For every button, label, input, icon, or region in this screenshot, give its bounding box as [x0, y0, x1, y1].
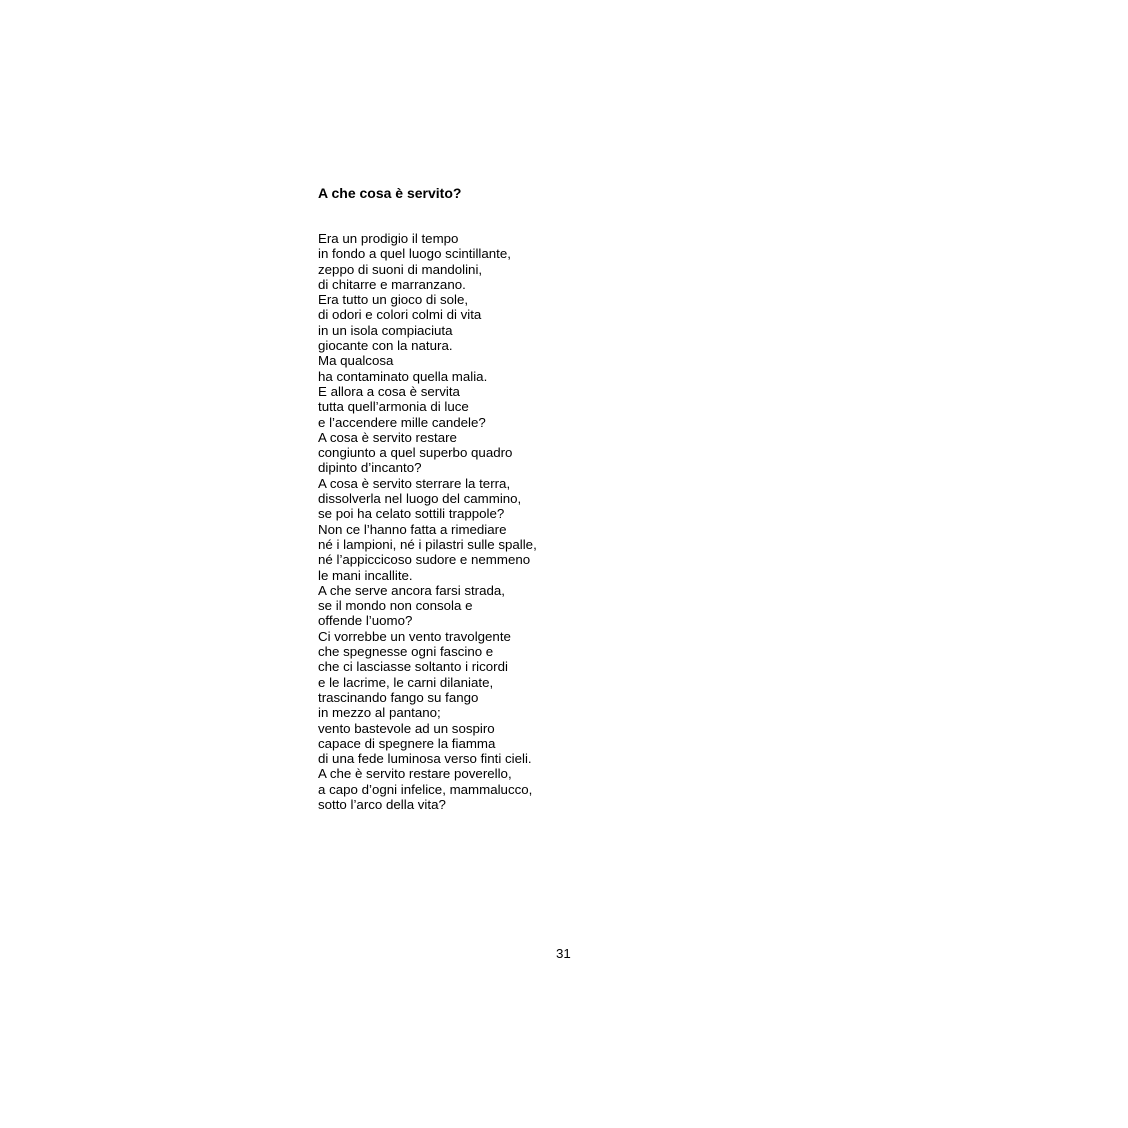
- poem-line: a capo d’ogni infelice, mammalucco,: [318, 781, 533, 797]
- poem-line: offende l’uomo?: [318, 613, 413, 629]
- poem-line: vento bastevole ad un sospiro: [318, 720, 495, 736]
- poem-line: né i lampioni, né i pilastri sulle spalle,: [318, 536, 537, 552]
- poem-line: E allora a cosa è servita: [318, 383, 460, 399]
- poem-line: Ma qualcosa: [318, 353, 394, 369]
- poem-title: A che cosa è servito?: [318, 185, 462, 201]
- page-number: 31: [556, 946, 571, 961]
- poem-line: zeppo di suoni di mandolini,: [318, 261, 483, 277]
- poem-body: [318, 231, 537, 812]
- poem-line: ha contaminato quella malia.: [318, 368, 488, 384]
- poem-line: dissolverla nel luogo del cammino,: [318, 491, 522, 507]
- poem-line: Ci vorrebbe un vento travolgente: [318, 628, 511, 644]
- poem-line: di una fede luminosa verso finti cieli.: [318, 751, 532, 767]
- poem-line: A cosa è servito sterrare la terra,: [318, 475, 511, 491]
- poem-line: e l’accendere mille candele?: [318, 414, 486, 430]
- poem-line: e le lacrime, le carni dilaniate,: [318, 674, 494, 690]
- poem-line: A che è servito restare poverello,: [318, 766, 512, 782]
- poem-line: di chitarre e marranzano.: [318, 276, 466, 292]
- poem-line: tutta quell’armonia di luce: [318, 399, 469, 415]
- poem-line: se poi ha celato sottili trappole?: [318, 506, 505, 522]
- poem-line: sotto l’arco della vita?: [318, 796, 446, 812]
- poem-line: Era un prodigio il tempo: [318, 231, 459, 246]
- poem-line: capace di spegnere la fiamma: [318, 735, 496, 751]
- poem-line: di odori e colori colmi di vita: [318, 307, 482, 323]
- poem-line: che spegnesse ogni fascino e: [318, 644, 494, 660]
- poem-line: trascinando fango su fango: [318, 689, 479, 705]
- poem-line: le mani incallite.: [318, 567, 413, 583]
- poem-line: Non ce l’hanno fatta a rimediare: [318, 521, 507, 537]
- poem-line: in un isola compiaciuta: [318, 322, 453, 338]
- poem-line: in mezzo al pantano;: [318, 705, 441, 721]
- poem-line: dipinto d’incanto?: [318, 460, 422, 476]
- poem-line: né l’appiccicoso sudore e nemmeno: [318, 552, 531, 568]
- poem-line: che ci lasciasse soltanto i ricordi: [318, 659, 508, 675]
- poem-line: A che serve ancora farsi strada,: [318, 582, 505, 598]
- poem-line: congiunto a quel superbo quadro: [318, 445, 513, 461]
- poem-line: in fondo a quel luogo scintillante,: [318, 246, 511, 262]
- poem-line: giocante con la natura.: [318, 338, 453, 354]
- poem-line: se il mondo non consola e: [318, 598, 473, 614]
- poem-line: A cosa è servito restare: [318, 429, 457, 445]
- poem-line: Era tutto un gioco di sole,: [318, 292, 469, 308]
